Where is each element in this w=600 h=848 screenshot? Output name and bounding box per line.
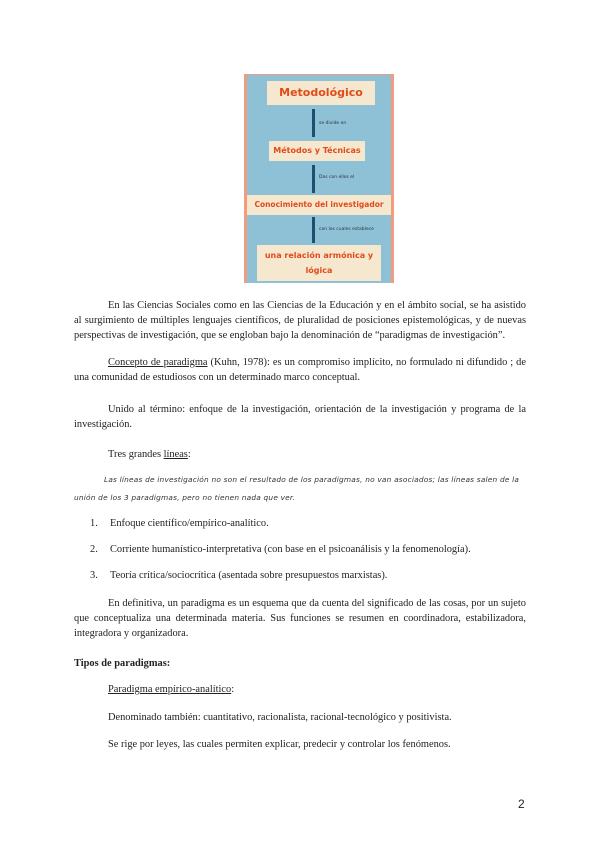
tres-suffix: : — [187, 449, 191, 460]
list-text: Enfoque científico/empírico-analítico. — [110, 518, 269, 529]
concepto-term: Concepto de paradigma — [108, 357, 208, 368]
concepto-paragraph — [74, 355, 526, 385]
map-connector-bar — [312, 217, 315, 243]
unido-paragraph: Unido al término: enfoque de la investigación, orientación de la investigación y programa de la investigación. — [74, 404, 526, 430]
subheading-line — [108, 682, 234, 697]
map-connector-label: con los cuales establece — [319, 227, 374, 232]
denominado-line: Denominado también: cuantitativo, racionalista, racional-tecnológico y positivista. — [108, 712, 452, 723]
list-text: Corriente humanístico-interpretativa (con base en el psicoanálisis y la fenomenología). — [110, 544, 471, 555]
intro-paragraph: En las Ciencias Sociales como en las Ciencias de la Educación y en el ámbito social, se ha asistido al surgimiento de múltiples lenguajes científicos, de pluralidad de posiciones epistemológicas, y de nuevas perspectivas de investigación, que se engloban bajo la denominación de “paradigmas de investigación”. — [74, 300, 526, 341]
map-connector-label: Das con ellos el — [319, 175, 355, 180]
lineas-term: líneas — [163, 449, 188, 460]
map-box-metodologico: Metodológico — [267, 81, 375, 105]
list-number: 2. — [90, 544, 98, 555]
map-connector-bar — [312, 165, 315, 193]
handwritten-note: Las líneas de investigación no son el resultado de los paradigmas, no van asociados; las líneas salen de la unión de los 3 paradigmas, pero no tienen nada que ver. — [74, 475, 520, 502]
empirico-heading: Paradigma empírico-analítico — [108, 684, 232, 695]
map-box-relacion: una relación armónica y lógica — [257, 245, 381, 281]
map-box-metodos: Métodos y Técnicas — [269, 141, 365, 161]
empirico-suffix: : — [231, 684, 235, 695]
concept-map-image — [244, 74, 394, 283]
list-text: Teoría crítica/sociocrítica (asentada sobre presupuestos marxistas). — [110, 570, 388, 581]
page-number: 2 — [518, 797, 525, 811]
list-number: 3. — [90, 570, 98, 581]
concepto-text: (Kuhn, 1978): es un compromiso implícito, no formulado ni difundido ; de una comunidad de estudiosos con un determinado marco conceptual. — [74, 357, 526, 383]
tres-lineas-line — [108, 447, 528, 462]
map-connector-bar — [312, 109, 315, 137]
list-number: 1. — [90, 518, 98, 529]
tres-prefix: Tres grandes — [108, 449, 164, 460]
map-connector-label: se divide en — [319, 121, 347, 126]
definitiva-paragraph: En definitiva, un paradigma es un esquema que da cuenta del significado de las cosas, por un sujeto que conceptualiza una determinada materia. Sus funciones se resumen en coordinadora, estabilizadora, integradora y organizadora. — [74, 598, 526, 639]
section-heading: Tipos de paradigmas: — [74, 658, 171, 669]
rige-line: Se rige por leyes, las cuales permiten explicar, predecir y controlar los fenómenos. — [108, 739, 451, 750]
map-box-conocimiento: Conocimiento del investigador — [247, 195, 391, 215]
